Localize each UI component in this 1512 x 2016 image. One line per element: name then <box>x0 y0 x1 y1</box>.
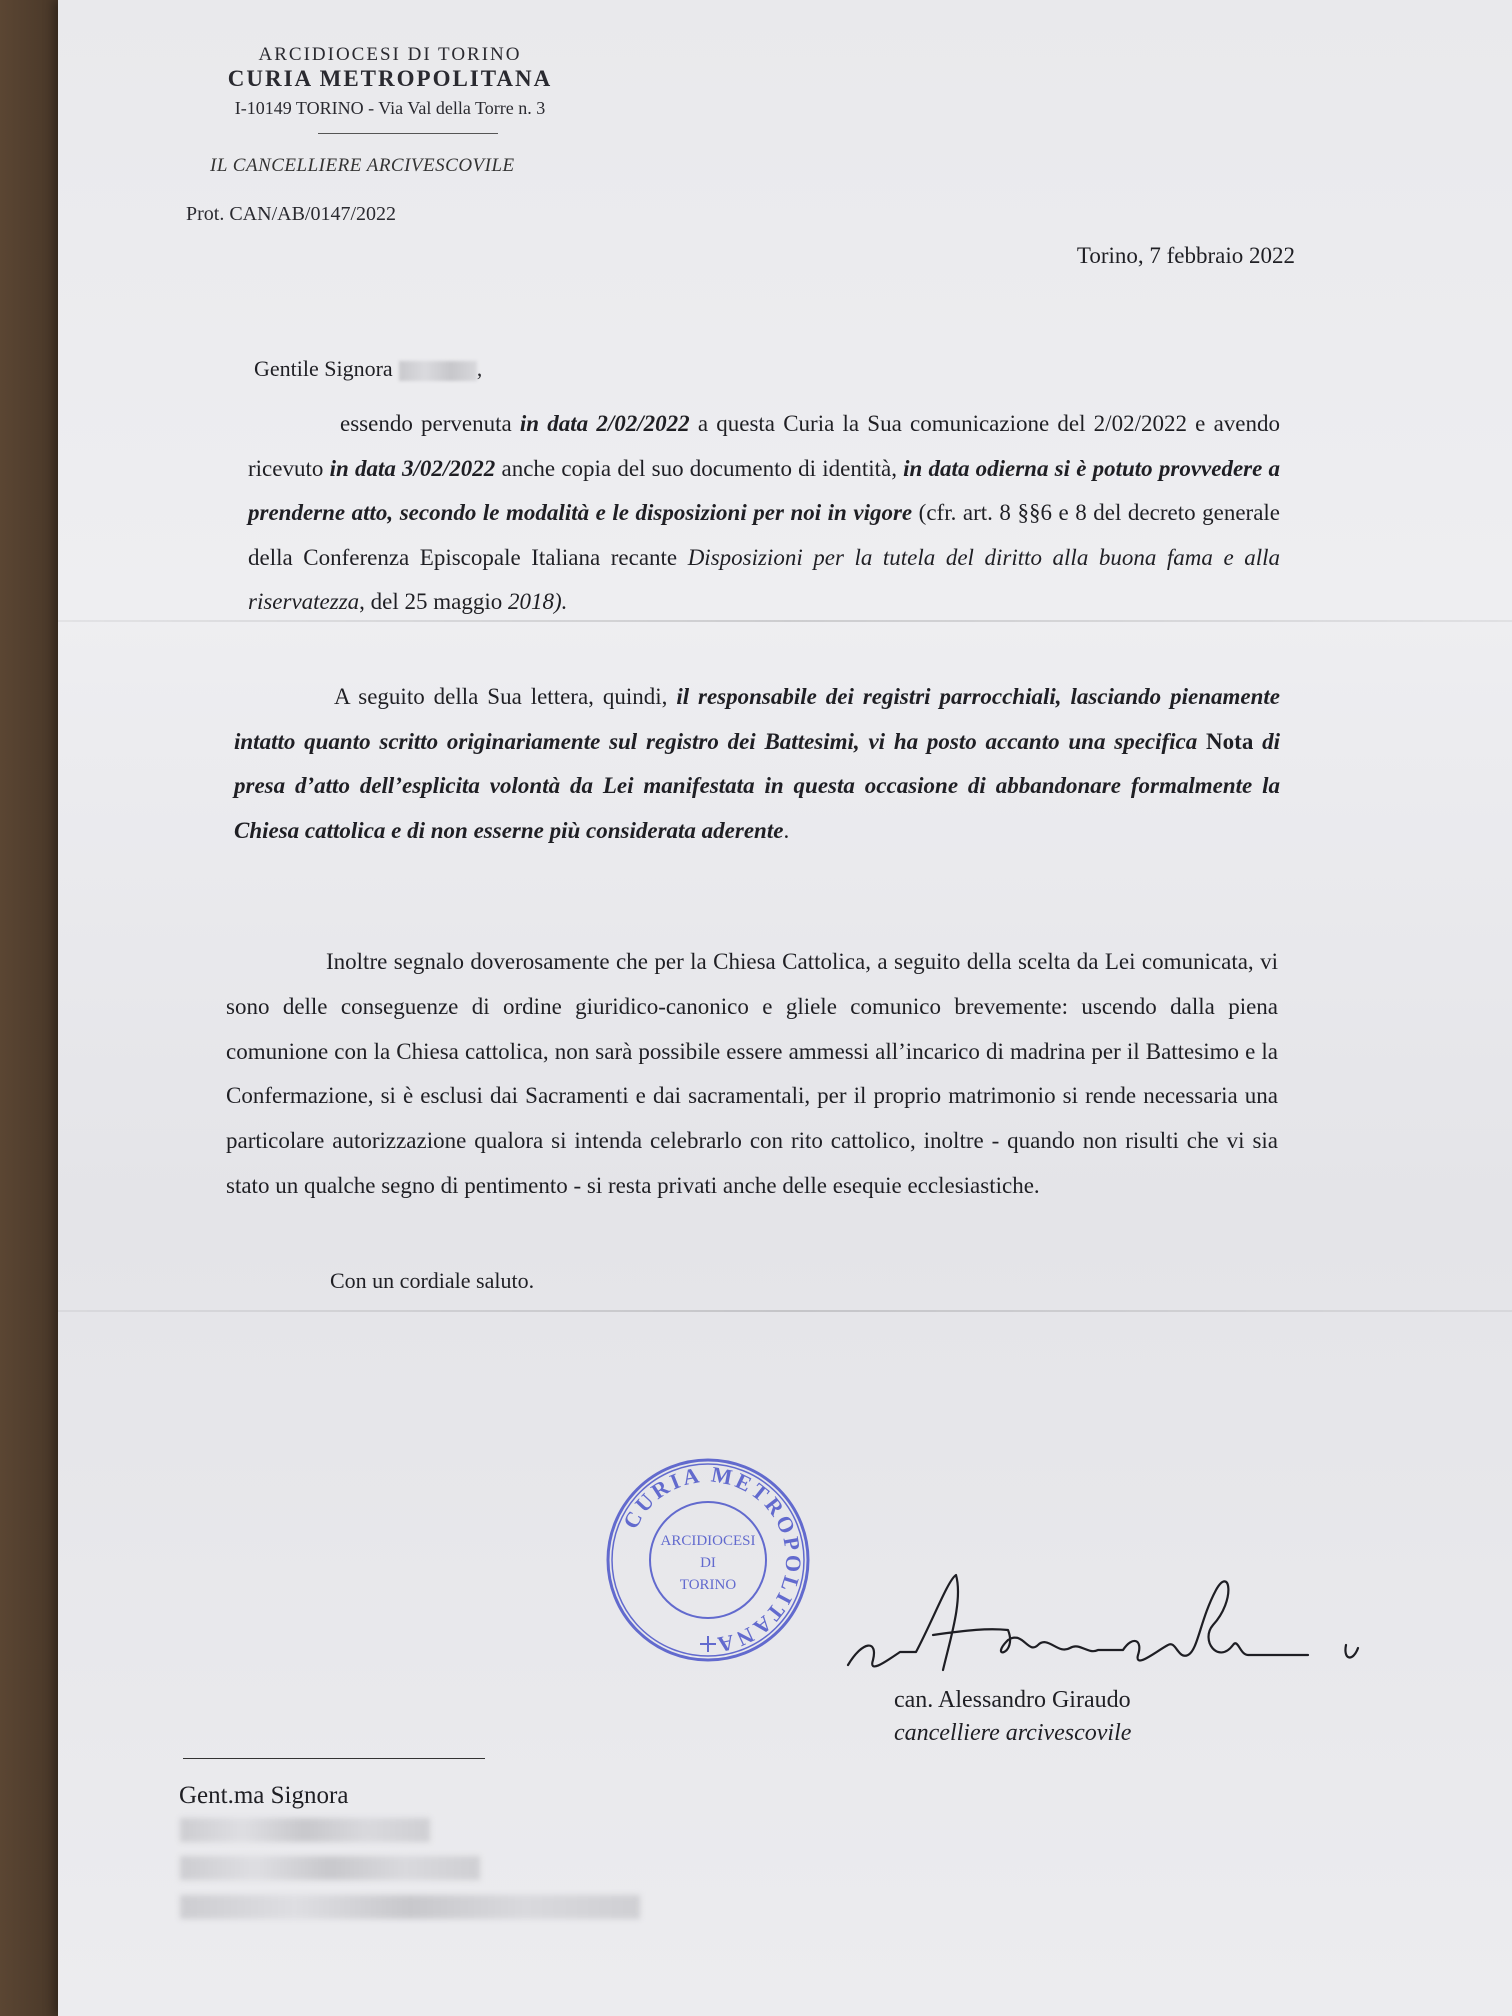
closing-greeting: Con un cordiale saluto. <box>330 1268 535 1293</box>
salutation <box>254 356 482 382</box>
text-run-bold-italic: il responsabile dei registri parrocchiali, lasciando pienamente intatto quanto scritto originariamente sul registro dei Battesimi, vi ha posto accanto una specifica <box>234 684 1280 754</box>
text-run-bold-italic: in data odierna si è potuto provvedere a prenderne atto, secondo le modalità e le disposizioni per noi in vigore <box>248 455 1281 525</box>
salutation-text: Gentile Signora <box>254 356 393 381</box>
text-run-italic: 2018). <box>508 589 568 614</box>
protocol-number: Prot. CAN/AB/0147/2022 <box>186 203 397 225</box>
text-run-bold-italic: di presa d’atto dell’esplicita volontà da Lei manifestata in questa occasione di abbandonare formalmente la Chiesa cattolica e di non esserne più considerata aderente <box>234 728 1280 843</box>
seal-cross-icon <box>700 1636 716 1652</box>
signer-role: cancelliere arcivescovile <box>894 1720 1132 1746</box>
redacted-name <box>399 361 477 381</box>
letterhead-address: I-10149 TORINO - Via Val della Torre n. 3 <box>234 98 546 118</box>
signer-name: can. Alessandro Giraudo <box>894 1687 1131 1713</box>
address-divider <box>183 1758 485 1759</box>
text-run: . <box>783 817 790 843</box>
text-run-bold-italic: in data 3/02/2022 <box>329 455 496 481</box>
redacted-address-line <box>180 1856 480 1880</box>
seal-outer-text: CURIA METROPOLITANA <box>617 1461 807 1658</box>
letterhead-office: IL CANCELLIERE ARCIVESCOVILE <box>210 155 515 176</box>
redacted-address-line <box>180 1818 430 1842</box>
letterhead-divider <box>318 133 498 134</box>
text-run-bold: Nota <box>1206 728 1254 754</box>
paragraph-1 <box>248 402 1280 625</box>
text-run: anche copia del suo documento di identità, <box>495 455 904 481</box>
redacted-address-line <box>180 1895 640 1919</box>
paper-fold <box>58 1310 1512 1312</box>
seal-inner-line3: TORINO <box>679 1577 737 1593</box>
letter-sheet <box>58 0 1512 2016</box>
text-run: essendo pervenuta <box>340 411 520 436</box>
handwritten-signature <box>838 1560 1398 1690</box>
text-run: (cfr. art. 8 §§6 e 8 del decreto generale della Conferenza Episcopale Italiana recante <box>248 500 1280 570</box>
seal-inner-line1: ARCIDIOCESI <box>660 1533 756 1549</box>
salutation-comma: , <box>476 356 483 381</box>
text-run: , del 25 maggio <box>359 589 509 614</box>
text-run-italic: Disposizioni per la tutela del diritto alla buona fama e alla riservatezza <box>248 544 1280 614</box>
seal-stamp <box>603 1455 813 1665</box>
paragraph-2 <box>234 675 1280 853</box>
text-run-bold-italic: in data 2/02/2022 <box>519 411 690 436</box>
text-run: a questa Curia la Sua comunicazione del 2/02/2022 e avendo ricevuto <box>248 411 1280 481</box>
letter-date: Torino, 7 febbraio 2022 <box>1076 243 1295 268</box>
seal-inner-line2: DI <box>700 1555 716 1571</box>
recipient-title: Gent.ma Signora <box>179 1782 349 1809</box>
letterhead-archdiocese: ARCIDIOCESI DI TORINO <box>258 44 522 65</box>
text-run: A seguito della Sua lettera, quindi, <box>334 684 677 709</box>
letterhead-curia: CURIA METROPOLITANA <box>227 66 553 91</box>
paragraph-3: Inoltre segnalo doverosamente che per la Chiesa Cattolica, a seguito della scelta da Lei comunicata, vi sono delle conseguenze di ordine giuridico-canonico e gliele comunico brevemente: uscendo dalla piena comunione con la Chiesa cattolica, non sarà possibile essere ammessi all’incarico di madrina per il Battesimo e la Confermazione, si è esclusi dai Sacramenti e dai sacramentali, per il proprio matrimonio si rende necessaria una particolare autorizzazione qualora si intenda celebrarlo con rito cattolico, inoltre - quando non risulti che vi sia stato un qualche segno di pentimento - si resta privati anche delle esequie ecclesiastiche. <box>226 949 1278 1198</box>
